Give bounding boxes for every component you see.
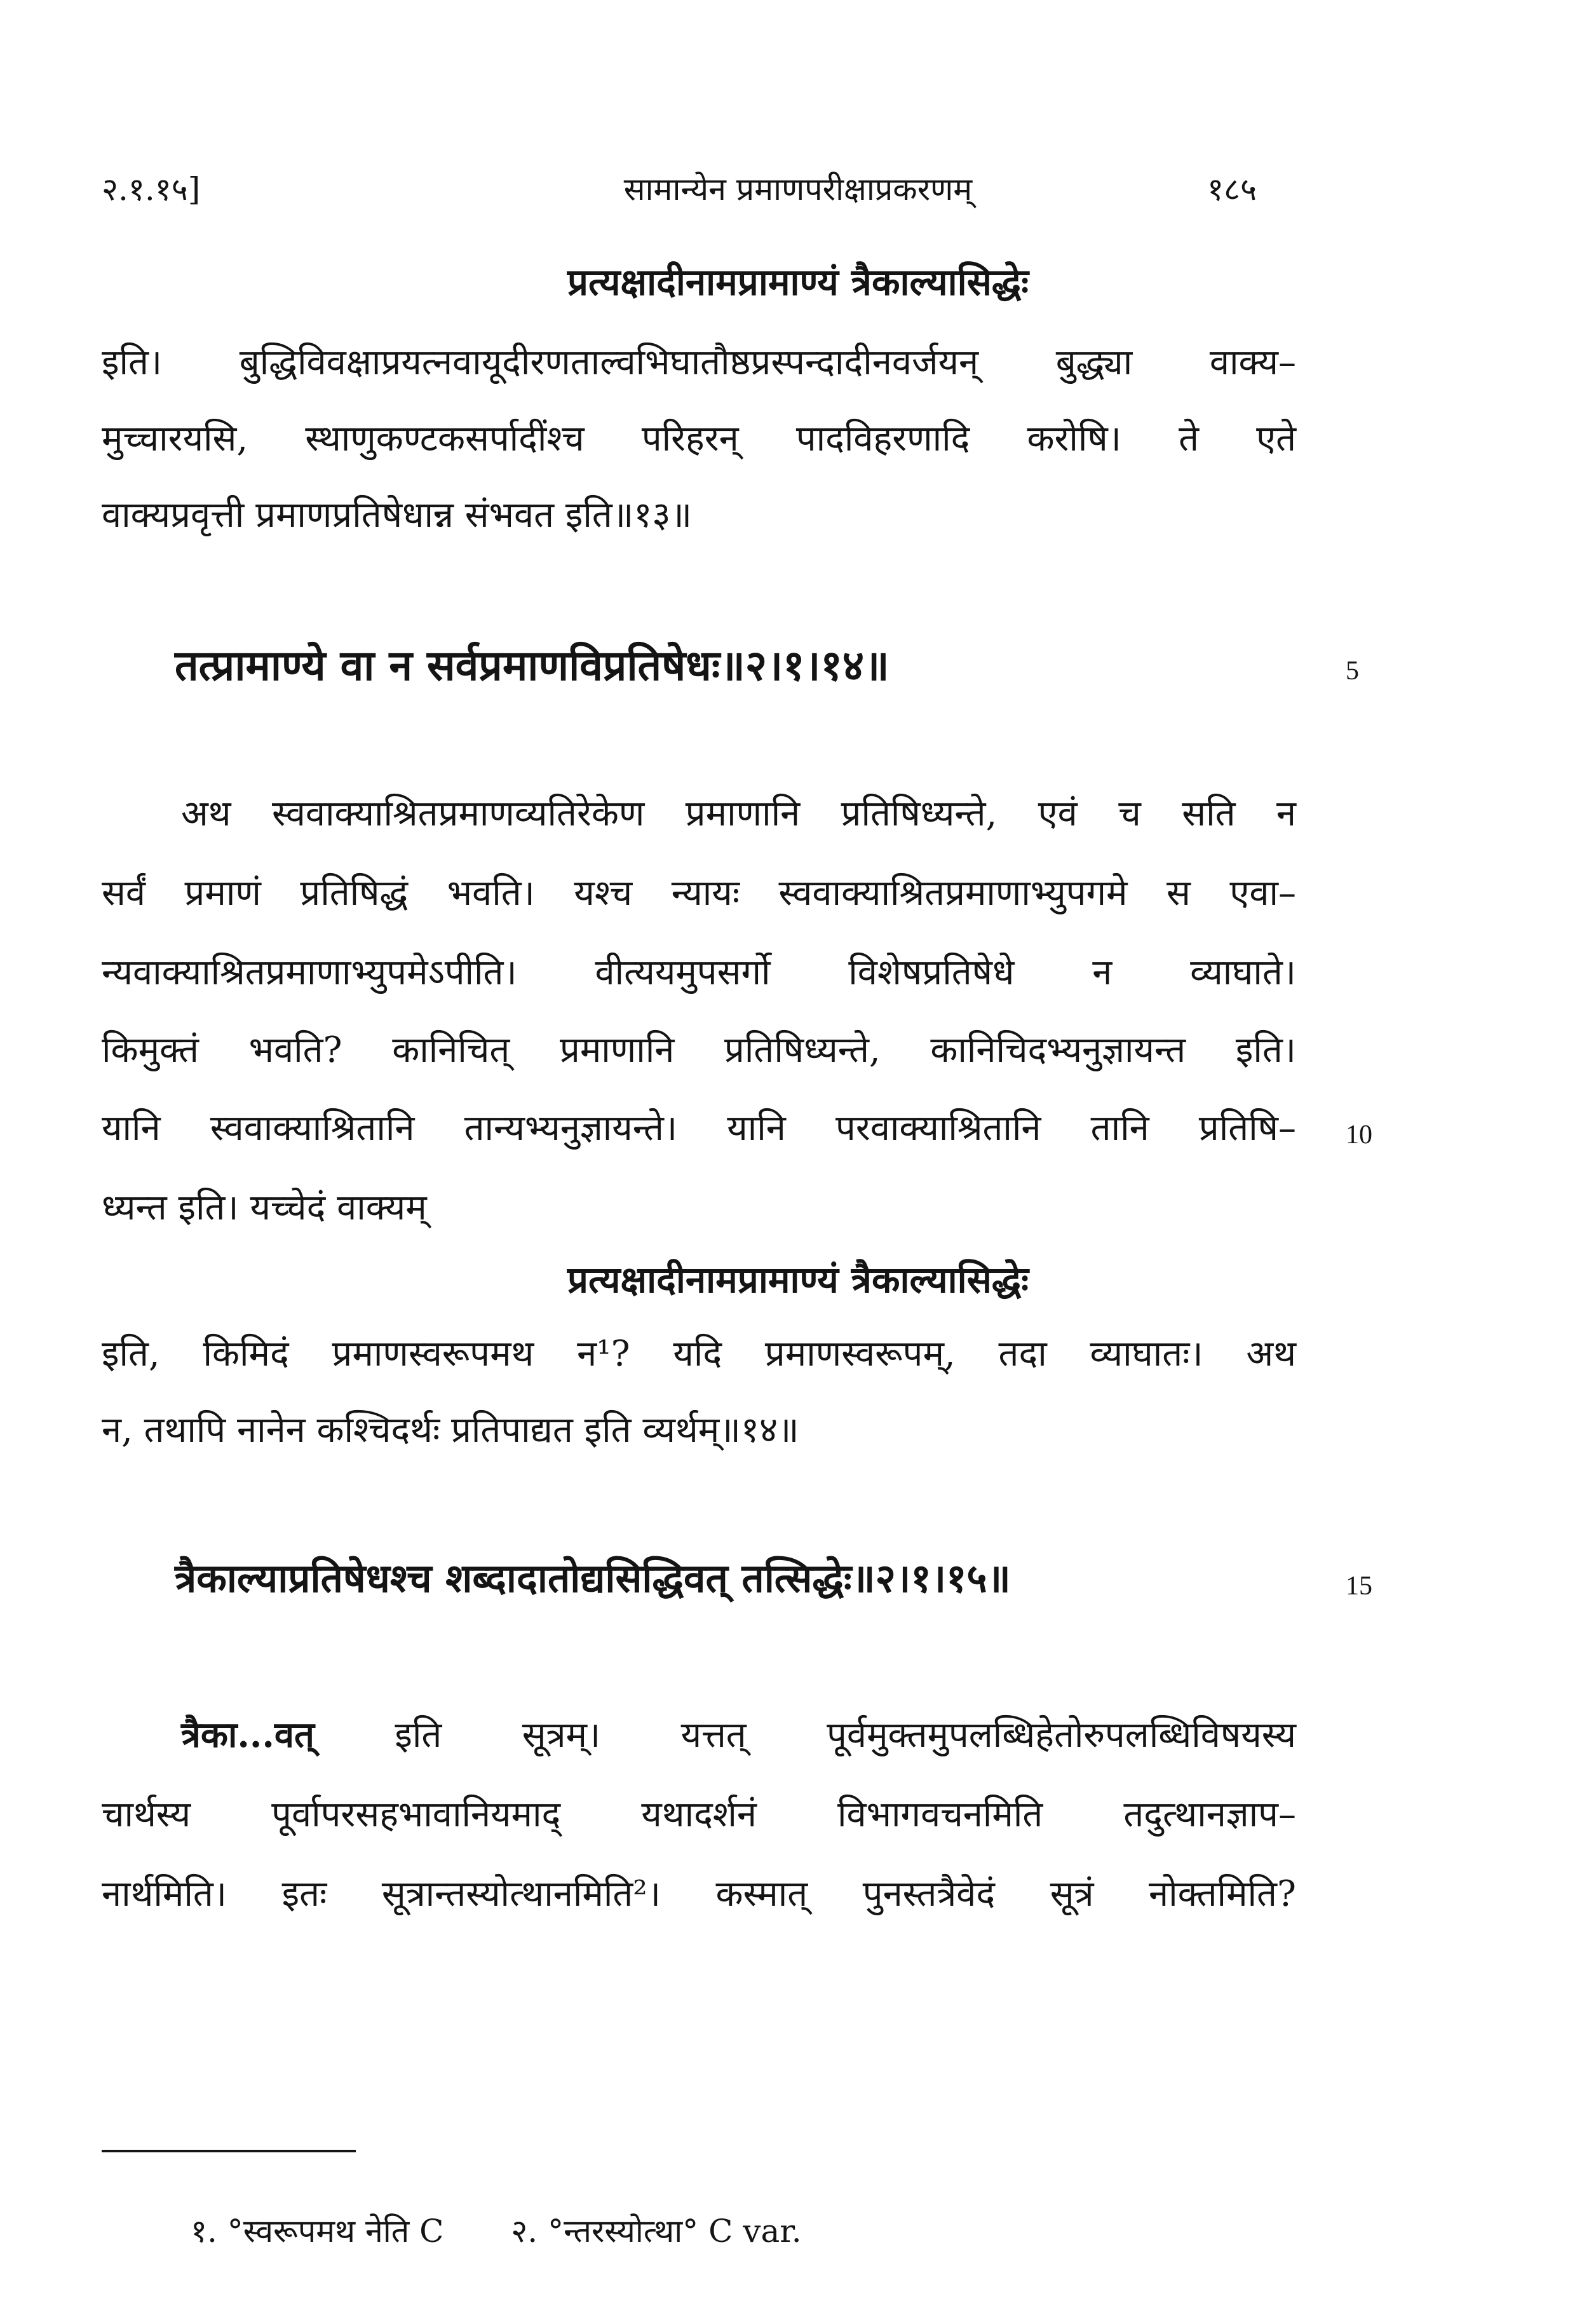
header-chapter-title: सामान्येन प्रमाणपरीक्षाप्रकरणम्	[623, 171, 973, 208]
quoted-verse-2: प्रत्यक्षादीनामप्रामाण्यं त्रैकाल्यासिद्धेः	[567, 1258, 1029, 1301]
footnote-2: २. °न्तरस्योत्था° C var.	[511, 2213, 802, 2250]
para3-line1: इति, किमिदं प्रमाणस्वरूपमथ न¹? यदि प्रमाणस्वरूपम्, तदा व्याघातः। अथ	[102, 1333, 1296, 1375]
header-page-number: १८५	[1207, 171, 1257, 208]
para3-line2: न, तथापि नानेन कश्चिदर्थः प्रतिपाद्यत इति व्यर्थम्॥१४॥	[102, 1409, 799, 1451]
para4-line3: नार्थमिति। इतः सूत्रान्तस्योत्थानमिति²। कस्मात् पुनस्तत्रैवेदं सूत्रं नोक्तमिति?	[102, 1873, 1296, 1915]
footnotes	[191, 2208, 859, 2251]
line-number-10: 10	[1346, 1120, 1372, 1150]
para2-line4: किमुक्तं भवति? कानिचित् प्रमाणानि प्रतिषिध्यन्ते, कानिचिदभ्यनुज्ञायन्त इति।	[102, 1029, 1296, 1071]
sutra-2-1-14: तत्प्रामाण्ये वा न सर्वप्रमाणविप्रतिषेधः॥२।१।१४॥	[175, 641, 889, 690]
quoted-verse-1: प्रत्यक्षादीनामप्रामाण्यं त्रैकाल्यासिद्धेः	[567, 261, 1029, 304]
para2-line3: न्यवाक्याश्रितप्रमाणाभ्युपमेऽपीति। वीत्ययमुपसर्गो विशेषप्रतिषेधे न व्याघाते।	[102, 952, 1296, 993]
header-section-number: २.१.१५]	[102, 171, 201, 208]
sutra-2-1-15: त्रैकाल्याप्रतिषेधश्च शब्दादातोद्यसिद्धिवत् तत्सिद्धेः॥२।१।१५॥	[175, 1555, 1011, 1601]
para1-line2: मुच्चारयसि, स्थाणुकण्टकसर्पादींश्च परिहरन् पादविहरणादि करोषि। ते एते	[102, 418, 1296, 459]
footnote-rule	[102, 2150, 356, 2152]
line-number-5: 5	[1346, 656, 1359, 686]
sutra-abbreviation: त्रैका...वत्	[181, 1714, 314, 1756]
line-number-15: 15	[1346, 1572, 1372, 1601]
para2-line2: सर्वं प्रमाणं प्रतिषिद्धं भवति। यश्च न्यायः स्ववाक्याश्रितप्रमाणाभ्युपगमे स एवा–	[102, 872, 1296, 914]
para2-line1: अथ स्ववाक्याश्रितप्रमाणव्यतिरेकेण प्रमाणानि प्रतिषिध्यन्ते, एवं च सति न	[181, 793, 1296, 834]
para4-line1	[181, 1709, 1296, 1758]
para2-line6: ध्यन्त इति। यच्चेदं वाक्यम्	[102, 1187, 427, 1228]
para2-line5: यानि स्ववाक्याश्रितानि तान्यभ्यनुज्ञायन्ते। यानि परवाक्याश्रितानि तानि प्रतिषि–	[102, 1108, 1296, 1149]
para1-line1: इति। बुद्धिविवक्षाप्रयत्नवायूदीरणताल्वभिघातौष्ठप्रस्पन्दादीनवर्जयन् बुद्ध्या वाक्य–	[102, 342, 1296, 383]
para4-line2: चार्थस्य पूर्वापरसहभावानियमाद् यथादर्शनं विभागवचनमिति तदुत्थानज्ञाप–	[102, 1794, 1296, 1835]
para4-line1-rest: इति सूत्रम्। यत्तत् पूर्वमुक्तमुपलब्धिहेतोरुपलब्धिविषयस्य	[314, 1714, 1296, 1756]
para1-line3: वाक्यप्रवृत्ती प्रमाणप्रतिषेधान्न संभवत इति॥१३॥	[102, 494, 693, 536]
footnote-1: १. °स्वरूपमथ नेति C	[191, 2213, 444, 2250]
